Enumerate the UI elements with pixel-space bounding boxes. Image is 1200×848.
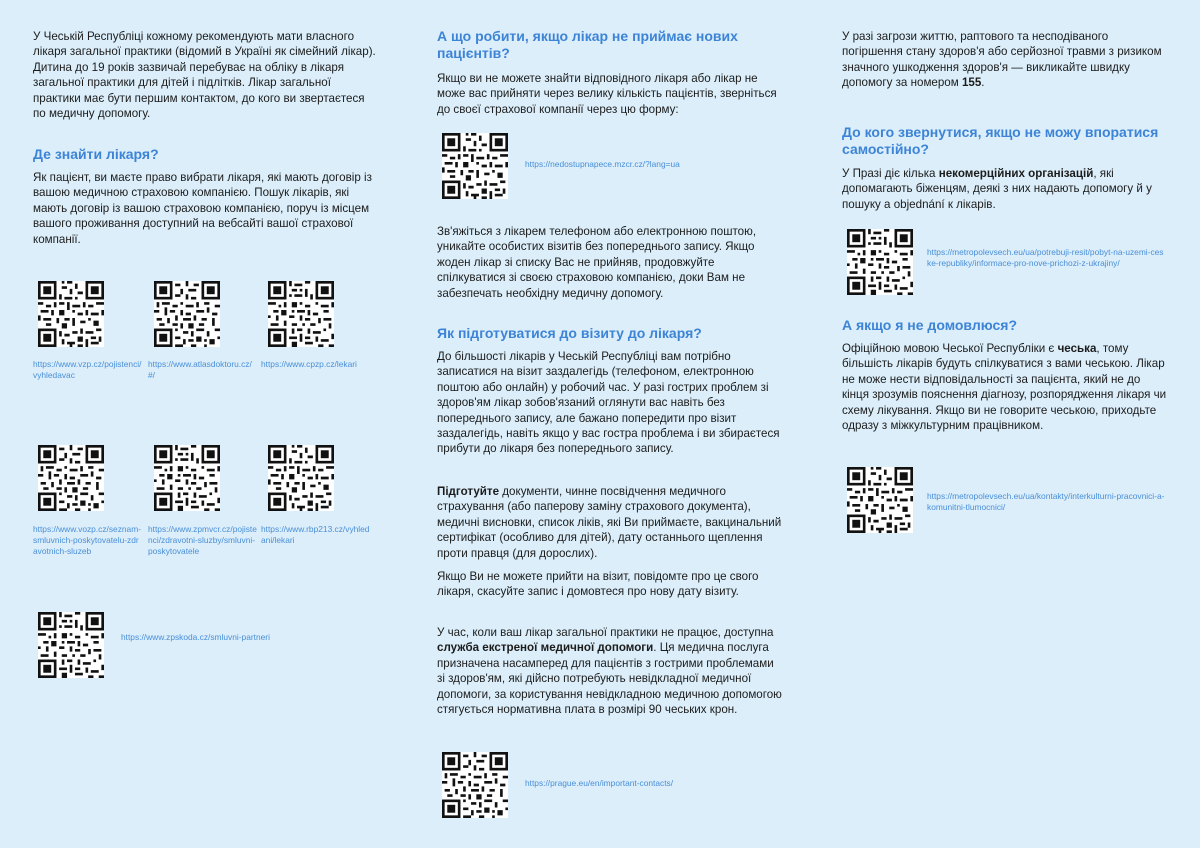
ambulance-text-a: У разі загрози життю, раптового та несподіваного погіршення стану здоров'я або серйозної травми з ризиком значного ушкодження здоров'я — викликайте швидку допомогу за номером: [842, 30, 1162, 90]
language-text-a: Офіційною мовою Чеської Республіки є: [842, 342, 1058, 355]
appointment-paragraph: До більшості лікарів у Чеській Республіці вам потрібно записатися на візит заздалегідь (телефоном, електронною поштою або онлайн) у робочий час. У разі гострих проблем зі здоров'ям лікар зобов'язаний оглянути вас навіть без попереднього запису, але бажано попередити про візит заздалегідь, навіть якщо у вас гостра проблема і ви збираєтеся прибути до лікаря без попереднього запису.: [437, 350, 780, 456]
language-text-b: , тому більшість лікарів будуть спілкуватися з вами чеською. Лікар не може нести відповідальності за пацієнта, який не до кінця зрозумів пояснення діагнозу, розпорядження лікаря чи схему лікування. Якщо ви не говорите чеською, приходьте одразу з міжкультурним працівником.: [842, 342, 1167, 433]
language-paragraph: [842, 341, 1167, 433]
qr-icon: [268, 281, 334, 347]
qr-code-form[interactable]: [442, 133, 508, 199]
intro-paragraph: У Чеській Республіці кожному рекомендують мати власного лікаря загальної практики (відомий в Україні як сімейний лікар). Дитина до 19 років зазвичай перебуває на обліку в лікаря загальної практики для дітей і підлітків. Лікар загальної практики має бути першим контактом, до кого ви звертаєтеся по медичну допомогу.: [33, 30, 376, 121]
link-zpmvcr[interactable]: https://www.zpmvcr.cz/pojistenci/zdravotni-sluzby/smluvni-poskytovatele: [148, 524, 257, 556]
qr-icon: [442, 133, 508, 199]
link-atlasdoktoru[interactable]: https://www.atlasdoktoru.cz/#/: [148, 359, 252, 380]
ngo-text-b: , які допомагають біженцям, деякі з них надають допомогу й у пошуку а objednání к лікарів.: [842, 167, 1152, 211]
qr-code-prague[interactable]: [442, 752, 508, 818]
qr-code-3[interactable]: [268, 281, 334, 347]
heading-if-not-understood: А якщо я не домовлюся?: [842, 317, 1018, 333]
language-bold: чеська: [1057, 342, 1097, 355]
cancel-visit-paragraph: Якщо Ви не можете прийти на візит, повідомте про це свого лікаря, скасуйте запис і домовтеся про нову дату візиту.: [437, 570, 759, 599]
qr-code-2[interactable]: [154, 281, 220, 347]
no-new-patients-paragraph: Якщо ви не можете знайти відповідного лікаря або лікар не може вас прийняти через велику кількість пацієнтів, зверніться до своєї страхової компанії через цю форму:: [437, 72, 777, 116]
qr-code-6[interactable]: [268, 445, 334, 511]
heading-find-doctor: Де знайти лікаря?: [33, 146, 159, 162]
link-cpzp[interactable]: https://www.cpzp.cz/lekari: [261, 359, 357, 369]
qr-icon: [154, 445, 220, 511]
contact-doctor-paragraph: Зв'яжіться з лікарем телефоном або електронною поштою, уникайте особистих візитів без попереднього запису. Якщо жоден лікар зі списку Вас не прийняв, продовжуйте спілкуватися зі своєю страховою компанією, доки Вам не забезпечать необхідну медичну допомогу.: [437, 225, 757, 300]
link-nedostupnapece[interactable]: https://nedostupnapece.mzcr.cz/?lang=ua: [525, 159, 680, 169]
ngo-text-a: У Празі діє кілька: [842, 167, 939, 180]
qr-code-7[interactable]: [38, 612, 104, 678]
ambulance-text-b: .: [981, 76, 985, 90]
heading-who-to-contact: До кого звернутися, якщо не можу впоратися самостійно?: [842, 124, 1159, 157]
find-doctor-paragraph: Як пацієнт, ви маєте право вибрати лікаря, які мають договір із вашою медичною страховою компанією. Пошук лікарів, які мають договір із вашою страховою компанією, поруч із місцем вашого проживання доступний на вебсайті вашої страхової компанії.: [33, 171, 372, 246]
qr-code-metropolevsech-2[interactable]: [847, 467, 913, 533]
link-vozp[interactable]: https://www.vozp.cz/seznam-smluvnich-poskytovatelu-zdravotnich-sluzeb: [33, 524, 141, 556]
qr-icon: [38, 281, 104, 347]
emergency-text-b: . Ця медична послуга призначена насамперед для пацієнтів з гострими проблемами зі здоров'ям, які дійсно потребують невідкладної медичної допомоги, за користування невідкладною медичною допомогою стягується нормативна плата в розмірі 90 чеських крон.: [437, 641, 782, 717]
emergency-service-paragraph: [437, 625, 782, 717]
qr-code-4[interactable]: [38, 445, 104, 511]
prepare-documents-paragraph: [437, 484, 782, 561]
qr-code-metropolevsech-1[interactable]: [847, 229, 913, 295]
qr-code-5[interactable]: [154, 445, 220, 511]
qr-icon: [38, 445, 104, 511]
ngo-paragraph: [842, 166, 1167, 212]
prepare-text: документи, чинне посвідчення медичного страхування (або паперову заміну страхового документа), медичні висновки, список ліків, які Ви приймаєте, вакцинальний сертифікат (особливо для дітей), дату останнього щеплення проти правця (для дорослих).: [437, 485, 782, 560]
qr-icon: [847, 467, 913, 533]
emergency-bold: служба екстреної медичної допомоги: [437, 641, 654, 655]
heading-prepare-visit: Як підготуватися до візиту до лікаря?: [437, 325, 702, 341]
link-prague-eu[interactable]: https://prague.eu/en/important-contacts/: [525, 778, 674, 788]
link-vzp[interactable]: https://www.vzp.cz/pojistenci/vyhledavac: [33, 359, 142, 380]
qr-icon: [38, 612, 104, 678]
qr-code-1[interactable]: [38, 281, 104, 347]
ambulance-number: 155: [961, 76, 982, 90]
heading-no-new-patients: А що робити, якщо лікар не приймає нових пацієнтів?: [437, 28, 738, 61]
ambulance-paragraph: [842, 29, 1167, 91]
prepare-bold: Підготуйте: [437, 485, 500, 498]
qr-icon: [442, 752, 508, 818]
link-rbp213[interactable]: https://www.rbp213.cz/vyhledani/lekari: [261, 524, 370, 545]
qr-icon: [847, 229, 913, 295]
ngo-bold: некомерційних організацій: [938, 167, 1094, 180]
link-metropolevsech-info[interactable]: https://metropolevsech.eu/ua/potrebuji-resit/pobyt-na-uzemi-ceske-republiky/informace-pro-nove-prichozi-z-ukrajiny/: [927, 247, 1164, 268]
emergency-text-a: У час, коли ваш лікар загальної практики не працює, доступна: [437, 626, 774, 639]
link-metropolevsech-kontakty[interactable]: https://metropolevsech.eu/ua/kontakty/interkulturni-pracovnici-a-komunitni-tlumocnici/: [927, 491, 1165, 512]
qr-icon: [154, 281, 220, 347]
link-zpskoda[interactable]: https://www.zpskoda.cz/smluvni-partneri: [121, 632, 270, 642]
qr-icon: [268, 445, 334, 511]
